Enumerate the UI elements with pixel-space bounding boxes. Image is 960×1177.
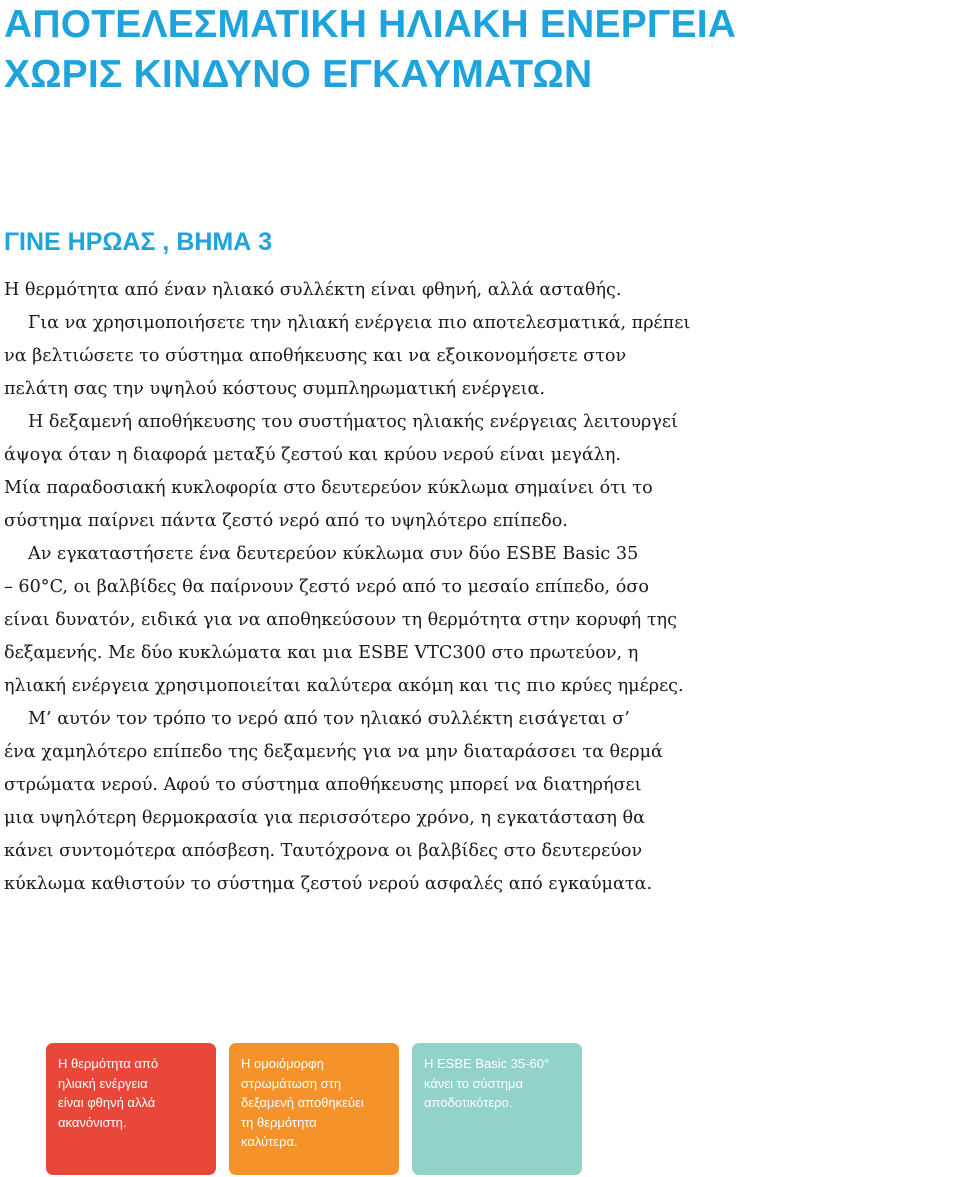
card-text-line: αποδοτικότερο.	[424, 1095, 513, 1110]
card-text-line: Η ESBE Basic 35-60°	[424, 1056, 550, 1071]
body-line: κάνει συντομότερα απόσβεση. Ταυτόχρονα οι βαλβίδες στο δευτερεύον	[4, 841, 643, 861]
page-title-line-1: ΑΠΟΤΕΛΕΣΜΑΤΙΚΗ ΗΛΙΑΚΗ ΕΝΕΡΓΕΙΑ	[4, 3, 737, 46]
info-card-teal	[412, 1043, 582, 1175]
card-text-line: κάνει το σύστημα	[424, 1075, 523, 1091]
card-text-line: ηλιακή ενέργεια	[58, 1075, 148, 1091]
card-text-line: Η θερμότητα από	[58, 1056, 159, 1071]
body-line: να βελτιώσετε το σύστημα αποθήκευσης και να εξοικονομήσετε στον	[4, 346, 627, 366]
body-line: Μία παραδοσιακή κυκλοφορία στο δευτερεύον κύκλωμα σημαίνει ότι το	[4, 478, 653, 498]
body-line: στρώματα νερού. Αφού το σύστημα αποθήκευσης μπορεί να διατηρήσει	[4, 775, 642, 795]
page-title	[4, 0, 960, 100]
info-card-red	[46, 1043, 216, 1175]
body-line: Η δεξαμενή αποθήκευσης του συστήματος ηλιακής ενέργειας λειτουργεί	[28, 412, 678, 432]
body-line: μια υψηλότερη θερμοκρασία για περισσότερο χρόνο, η εγκατάσταση θα	[4, 808, 645, 828]
body-line: Μ’ αυτόν τον τρόπο το νερό από τον ηλιακό συλλέκτη εισάγεται σ’	[28, 709, 630, 729]
info-card-orange	[229, 1043, 399, 1175]
body-line: Αν εγκαταστήσετε ένα δευτερεύον κύκλωμα συν δύο ESBE Basic 35	[28, 544, 639, 564]
body-line: είναι δυνατόν, ειδικά για να αποθηκεύσουν τη θερμότητα στην κορυφή της	[4, 610, 677, 630]
body-line: Η θερμότητα από έναν ηλιακό συλλέκτη είναι φθηνή, αλλά ασταθής.	[4, 280, 622, 300]
section-subtitle: ΓΙΝΕ ΗΡΩΑΣ , ΒΗΜΑ 3	[4, 228, 273, 256]
body-line: – 60°C, οι βαλβίδες θα παίρνουν ζεστό νερό από το μεσαίο επίπεδο, όσο	[4, 577, 649, 597]
card-text-line: δεξαμενή αποθηκεύει	[241, 1095, 364, 1110]
body-line: ηλιακή ενέργεια χρησιμοποιείται καλύτερα ακόμη και τις πιο κρύες ημέρες.	[4, 676, 684, 696]
card-text-line: ακανόνιστη.	[58, 1114, 127, 1130]
page-title-line-2: ΧΩΡΙΣ ΚΙΝΔΥΝΟ ΕΓΚΑΥΜΑΤΩΝ	[4, 53, 593, 96]
body-line: σύστημα παίρνει πάντα ζεστό νερό από το υψηλότερο επίπεδο.	[4, 511, 568, 531]
body-line: άψογα όταν η διαφορά μεταξύ ζεστού και κρύου νερού είναι μεγάλη.	[4, 445, 622, 465]
card-text-line: στρωμάτωση στη	[241, 1075, 342, 1091]
card-text-line: καλύτερα.	[241, 1134, 298, 1149]
card-text-line: Η ομοιόμορφη	[241, 1056, 324, 1071]
body-line: Για να χρησιμοποιήσετε την ηλιακή ενέργεια πιο αποτελεσματικά, πρέπει	[28, 313, 691, 333]
body-text	[4, 274, 960, 901]
card-text-line: τη θερμότητα	[241, 1114, 317, 1130]
body-line: ένα χαμηλότερο επίπεδο της δεξαμενής για να μην διαταράσσει τα θερμά	[4, 742, 663, 762]
body-line: κύκλωμα καθιστούν το σύστημα ζεστού νερού ασφαλές από εγκαύματα.	[4, 874, 653, 894]
card-text-line: είναι φθηνή αλλά	[58, 1095, 156, 1110]
body-line: πελάτη σας την υψηλού κόστους συμπληρωματική ενέργεια.	[4, 379, 546, 399]
body-line: δεξαμενής. Με δύο κυκλώματα και μια ESBE VTC300 στο πρωτεύον, η	[4, 643, 639, 663]
